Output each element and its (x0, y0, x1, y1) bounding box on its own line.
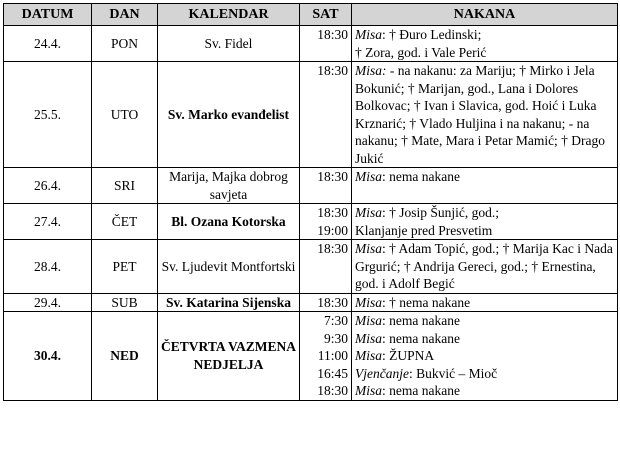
nakana-line: † Zora, god. i Vale Perić (355, 44, 487, 60)
sat-cell (300, 312, 352, 401)
datum-cell: 29.4. (4, 293, 92, 312)
table-row (4, 62, 618, 168)
header-kalendar: KALENDAR (158, 4, 300, 26)
kalendar-cell: Sv. Ljudevit Montfortski (158, 240, 300, 294)
nakana-cell (352, 312, 618, 401)
header-datum: DATUM (4, 4, 92, 26)
nakana-line: Misa: † nema nakane (355, 294, 471, 310)
kalendar-cell: ČETVRTA VAZMENA NEDJELJA (158, 312, 300, 401)
time-line: 18:30 (317, 205, 348, 220)
nakana-line: Vjenčanje: Bukvić – Mioč (355, 365, 498, 381)
nakana-line: Misa: ŽUPNA (355, 348, 435, 363)
nakana-line: Misa: † Đuro Ledinski; (355, 27, 482, 42)
dan-cell: NED (92, 312, 158, 401)
nakana-lead: Misa (355, 313, 382, 328)
table-row (4, 168, 618, 204)
table-row (4, 204, 618, 240)
nakana-lead: Misa (355, 241, 382, 256)
datum-cell: 26.4. (4, 168, 92, 204)
nakana-cell (352, 62, 618, 168)
table-row (4, 293, 618, 312)
sat-cell (300, 26, 352, 62)
sat-cell (300, 62, 352, 168)
header-row (4, 4, 618, 26)
header-nakana: NAKANA (352, 4, 618, 26)
datum-cell: 27.4. (4, 204, 92, 240)
table-row (4, 240, 618, 294)
nakana-line: Misa: nema nakane (355, 313, 460, 328)
datum-cell: 30.4. (4, 312, 92, 401)
datum-cell: 28.4. (4, 240, 92, 294)
nakana-lead: Vjenčanje (355, 365, 409, 381)
nakana-line: Misa: nema nakane (355, 330, 460, 346)
kalendar-cell: Marija, Majka dobrog savjeta (158, 168, 300, 204)
time-line: 18:30 (317, 383, 348, 398)
sat-cell (300, 240, 352, 294)
time-line: 19:00 (317, 222, 348, 238)
dan-cell: PET (92, 240, 158, 294)
time-line: 18:30 (317, 169, 348, 184)
nakana-cell (352, 168, 618, 204)
nakana-line: Misa: - na nakanu: za Mariju; † Mirko i Jela Bokunić; † Marijan, god., Lana i Dolores Bolkovac; † Ivan i Slavica, god. Hoić i Luka Krznarić; † Vlado Huljina i na nakanu; - na nakanu; † Mate, Mara i Petar Mamić; † Drago Jukić (355, 63, 606, 166)
time-line: 7:30 (323, 313, 348, 328)
nakana-lead: Misa (355, 330, 382, 346)
header-dan: DAN (92, 4, 158, 26)
time-line: 11:00 (317, 348, 348, 363)
mass-schedule-table (3, 3, 618, 401)
kalendar-cell: Sv. Marko evanđelist (158, 62, 300, 168)
nakana-line: Klanjanje pred Presvetim (355, 222, 493, 238)
dan-cell: UTO (92, 62, 158, 168)
nakana-cell (352, 26, 618, 62)
datum-cell: 25.5. (4, 62, 92, 168)
table-row (4, 312, 618, 401)
nakana-line: Misa: † Adam Topić, god.; † Marija Kac i Nada Grgurić; † Andrija Gereci, god.; † Ernestina, god. i Adolf Begić (355, 241, 613, 291)
nakana-line: Misa: nema nakane (355, 383, 460, 398)
kalendar-cell: Bl. Ozana Kotorska (158, 204, 300, 240)
sat-cell (300, 204, 352, 240)
time-line: 18:30 (317, 241, 348, 256)
nakana-lead: Misa (355, 27, 382, 42)
datum-cell: 24.4. (4, 26, 92, 62)
dan-cell: SUB (92, 293, 158, 312)
dan-cell: PON (92, 26, 158, 62)
sat-cell (300, 168, 352, 204)
nakana-lead: Misa (355, 348, 382, 363)
dan-cell: ČET (92, 204, 158, 240)
nakana-cell (352, 293, 618, 312)
time-line: 18:30 (317, 63, 348, 78)
nakana-cell (352, 204, 618, 240)
header-sat: SAT (300, 4, 352, 26)
nakana-line: Misa: † Josip Šunjić, god.; (355, 205, 500, 220)
kalendar-cell: Sv. Katarina Sijenska (158, 293, 300, 312)
time-line: 18:30 (317, 294, 348, 310)
time-line: 9:30 (323, 330, 348, 346)
nakana-line: Misa: nema nakane (355, 169, 460, 184)
nakana-lead: Misa (355, 383, 382, 398)
time-line: 16:45 (317, 365, 348, 381)
dan-cell: SRI (92, 168, 158, 204)
time-line: 18:30 (317, 27, 348, 42)
kalendar-cell: Sv. Fidel (158, 26, 300, 62)
nakana-lead: Misa (355, 169, 382, 184)
nakana-lead: Misa (355, 294, 382, 310)
nakana-lead: Misa (355, 205, 382, 220)
sat-cell (300, 293, 352, 312)
table-row (4, 26, 618, 62)
nakana-cell (352, 240, 618, 294)
nakana-lead: Misa: (355, 63, 387, 78)
